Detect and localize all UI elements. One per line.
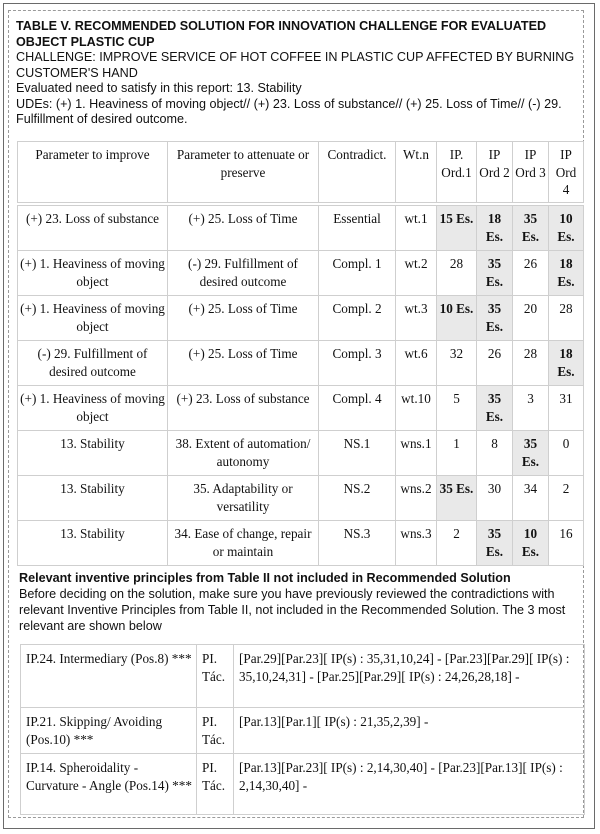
improve-cell: (-) 29. Fulfillment of desired outcome (18, 341, 168, 386)
attenuate-cell: 35. Adaptability or versatility (168, 476, 319, 521)
improve-cell: 13. Stability (18, 521, 168, 566)
relevant-title: Relevant inventive principles from Table II not included in Recommended Solution (19, 571, 511, 585)
ip-cell: 8 (477, 431, 513, 476)
col-header: IP Ord 4 (549, 142, 584, 203)
evaluated-need: Evaluated need to satisfy in this report: 13. Stability (16, 81, 302, 95)
weight-cell: wns.1 (396, 431, 437, 476)
ip-cell: 28 (437, 251, 477, 296)
table-row (18, 251, 584, 296)
weight-cell: wns.2 (396, 476, 437, 521)
col-header: Parameter to improve (18, 142, 168, 203)
attenuate-cell: 34. Ease of change, repair or maintain (168, 521, 319, 566)
table-row (18, 206, 584, 251)
contradict-cell: NS.1 (319, 431, 396, 476)
recommended-solution-table (17, 141, 584, 566)
contradict-cell: Compl. 4 (319, 386, 396, 431)
ip-cell: 34 (513, 476, 549, 521)
relevant-principles-section (19, 570, 585, 634)
ip-cell: 0 (549, 431, 584, 476)
ip-cell: 5 (437, 386, 477, 431)
improve-cell: 13. Stability (18, 431, 168, 476)
ip-cell: 10 Es. (513, 521, 549, 566)
contradict-cell: NS.3 (319, 521, 396, 566)
attenuate-cell: (+) 25. Loss of Time (168, 206, 319, 251)
table-row (18, 431, 584, 476)
ip-tag: PI. Tác. (197, 708, 234, 754)
ip-cell: 2 (437, 521, 477, 566)
ip-name: IP.24. Intermediary (Pos.8) *** (21, 645, 197, 708)
col-header: IP Ord 3 (513, 142, 549, 203)
col-header: Wt.n (396, 142, 437, 203)
ip-row (21, 645, 585, 708)
ip-detail: [Par.13][Par.23][ IP(s) : 2,14,30,40] - [Par.23][Par.13][ IP(s) : 2,14,30,40] - (234, 754, 585, 815)
ip-cell: 10 Es. (437, 296, 477, 341)
ip-cell: 35 Es. (477, 296, 513, 341)
report-header (16, 19, 584, 128)
ip-cell: 35 Es. (513, 206, 549, 251)
ip-name: IP.21. Skipping/ Avoiding (Pos.10) *** (21, 708, 197, 754)
weight-cell: wt.2 (396, 251, 437, 296)
ip-cell: 1 (437, 431, 477, 476)
ip-cell: 31 (549, 386, 584, 431)
contradict-cell: Compl. 3 (319, 341, 396, 386)
attenuate-cell: (+) 25. Loss of Time (168, 341, 319, 386)
ip-row (21, 708, 585, 754)
table-row (18, 521, 584, 566)
ip-cell: 35 Es. (477, 521, 513, 566)
challenge-text: CHALLENGE: IMPROVE SERVICE OF HOT COFFEE IN PLASTIC CUP AFFECTED BY BURNING CUSTOMER'S HAND (16, 50, 575, 80)
table-row (18, 386, 584, 431)
ip-cell: 28 (549, 296, 584, 341)
table-header-row (18, 142, 584, 203)
improve-cell: (+) 1. Heaviness of moving object (18, 251, 168, 296)
ip-cell: 18 Es. (477, 206, 513, 251)
ip-cell: 26 (513, 251, 549, 296)
attenuate-cell: (+) 25. Loss of Time (168, 296, 319, 341)
col-header: IP. Ord.1 (437, 142, 477, 203)
relevant-ip-table (20, 644, 585, 815)
ip-cell: 26 (477, 341, 513, 386)
attenuate-cell: (-) 29. Fulfillment of desired outcome (168, 251, 319, 296)
table-title: TABLE V. RECOMMENDED SOLUTION FOR INNOVATION CHALLENGE FOR EVALUATED OBJECT PLASTIC CUP (16, 19, 547, 49)
ip-cell: 35 Es. (477, 386, 513, 431)
improve-cell: (+) 23. Loss of substance (18, 206, 168, 251)
ip-detail: [Par.13][Par.1][ IP(s) : 21,35,2,39] - (234, 708, 585, 754)
ip-cell: 30 (477, 476, 513, 521)
ip-cell: 28 (513, 341, 549, 386)
ip-name: IP.14. Spheroidality - Curvature - Angle (Pos.14) *** (21, 754, 197, 815)
relevant-description: Before deciding on the solution, make sure you have previously reviewed the contradictions with relevant Inventive Principles from Table II, not included in the Recommended Solution. The 3 most relevant are shown below (19, 587, 566, 633)
attenuate-cell: 38. Extent of automation/ autonomy (168, 431, 319, 476)
table-row (18, 296, 584, 341)
ip-cell: 35 Es. (513, 431, 549, 476)
col-header: Contradict. (319, 142, 396, 203)
table-row (18, 341, 584, 386)
improve-cell: (+) 1. Heaviness of moving object (18, 296, 168, 341)
contradict-cell: Essential (319, 206, 396, 251)
weight-cell: wt.3 (396, 296, 437, 341)
ip-cell: 15 Es. (437, 206, 477, 251)
improve-cell: 13. Stability (18, 476, 168, 521)
ip-tag: PI. Tác. (197, 754, 234, 815)
weight-cell: wns.3 (396, 521, 437, 566)
contradict-cell: Compl. 2 (319, 296, 396, 341)
ip-cell: 10 Es. (549, 206, 584, 251)
table-row (18, 476, 584, 521)
col-header: Parameter to attenuate or preserve (168, 142, 319, 203)
ip-cell: 18 Es. (549, 341, 584, 386)
ip-row (21, 754, 585, 815)
ip-cell: 35 Es. (437, 476, 477, 521)
ip-cell: 20 (513, 296, 549, 341)
ip-cell: 32 (437, 341, 477, 386)
contradict-cell: NS.2 (319, 476, 396, 521)
improve-cell: (+) 1. Heaviness of moving object (18, 386, 168, 431)
ip-cell: 35 Es. (477, 251, 513, 296)
attenuate-cell: (+) 23. Loss of substance (168, 386, 319, 431)
col-header: IP Ord 2 (477, 142, 513, 203)
weight-cell: wt.6 (396, 341, 437, 386)
ip-cell: 2 (549, 476, 584, 521)
udes-text: UDEs: (+) 1. Heaviness of moving object// (+) 23. Loss of substance// (+) 25. Loss of Time// (-) 29. Fulfillment of desired outcome. (16, 96, 562, 126)
ip-cell: 18 Es. (549, 251, 584, 296)
ip-cell: 16 (549, 521, 584, 566)
weight-cell: wt.1 (396, 206, 437, 251)
ip-detail: [Par.29][Par.23][ IP(s) : 35,31,10,24] - [Par.23][Par.29][ IP(s) : 35,10,24,31] - [Par.25][Par.29][ IP(s) : 24,26,28,18] - (234, 645, 585, 708)
contradict-cell: Compl. 1 (319, 251, 396, 296)
ip-cell: 3 (513, 386, 549, 431)
ip-tag: PI. Tác. (197, 645, 234, 708)
weight-cell: wt.10 (396, 386, 437, 431)
